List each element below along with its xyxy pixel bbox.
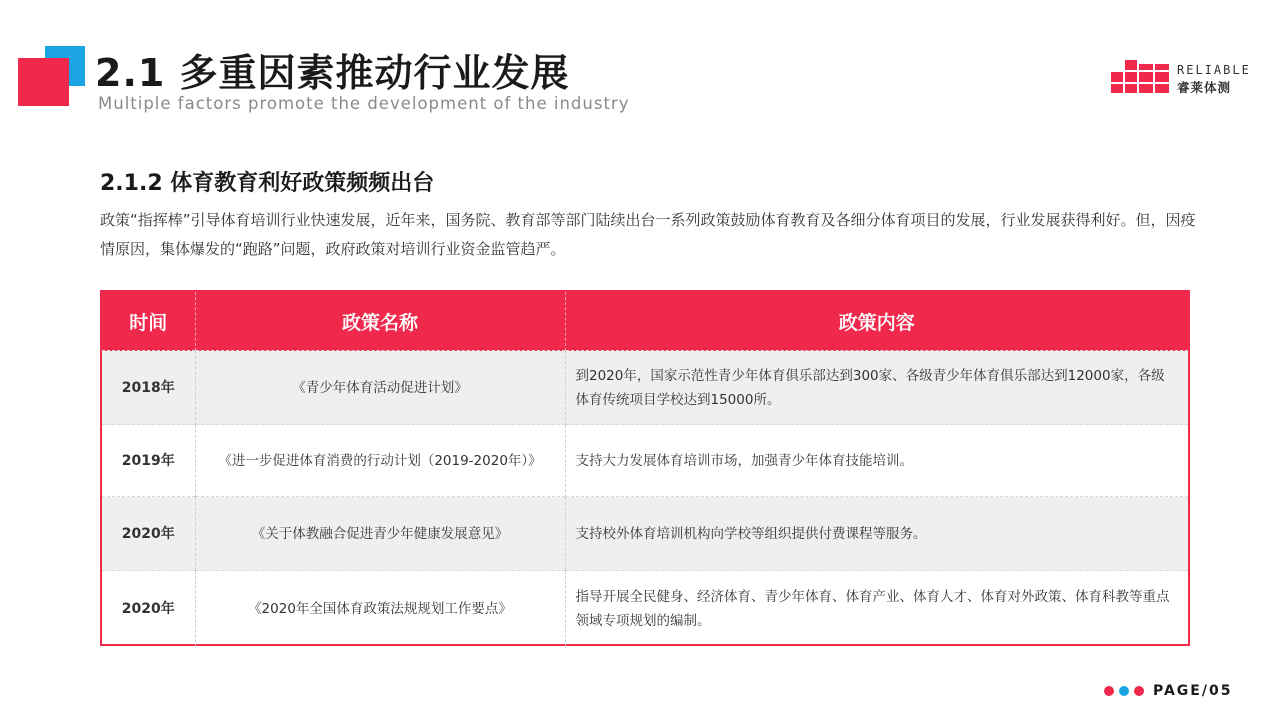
table-row [102,497,1188,571]
cell-policy-content: 支持校外体育培训机构向学校等组织提供付费课程等服务。 [565,497,1188,571]
decor-red-square [18,58,69,106]
cell-policy-content: 到2020年，国家示范性青少年体育俱乐部达到300家、各级青少年体育俱乐部达到12000家，各级体育传统项目学校达到15000所。 [565,351,1188,425]
policy-table [100,290,1190,646]
cell-policy-name: 《进一步促进体育消费的行动计划（2019-2020年）》 [195,425,565,497]
table-row [102,571,1188,647]
page-footer [1104,680,1232,700]
logo-text-cn: 睿莱体测 [1177,80,1232,95]
cell-policy-content: 指导开展全民健身、经济体育、青少年体育、体育产业、体育人才、体育对外政策、体育科教等重点领域专项规划的编制。 [565,571,1188,647]
column-header-policy-content: 政策内容 [565,292,1188,351]
cell-year: 2018年 [102,351,195,425]
table-header-row [102,292,1188,351]
section-title: 2.1.2 体育教育利好政策频频出台 [100,171,435,196]
dot-icon [1104,686,1114,696]
cell-policy-name: 《2020年全国体育政策法规规划工作要点》 [195,571,565,647]
page-number: PAGE/05 [1153,682,1233,699]
logo-text-en: RELIABLE [1177,63,1251,77]
logo-mark-icon [1111,60,1173,94]
column-header-time: 时间 [102,292,195,351]
cell-year: 2020年 [102,571,195,647]
dot-icon [1134,686,1144,696]
cell-year: 2019年 [102,425,195,497]
column-header-policy-name: 政策名称 [195,292,565,351]
brand-logo [1111,60,1261,96]
dot-icon [1119,686,1129,696]
table-row [102,351,1188,425]
section-intro: 政策“指挥棒”引导体育培训行业快速发展，近年来，国务院、教育部等部门陆续出台一系列政策鼓励体育教育及各细分体育项目的发展，行业发展获得利好。但，因疫情原因，集体爆发的“跑路”问题，政府政策对培训行业资金监管趋严。 [100,211,1196,258]
cell-policy-name: 《关于体教融合促进青少年健康发展意见》 [195,497,565,571]
cell-year: 2020年 [102,497,195,571]
cell-policy-name: 《青少年体育活动促进计划》 [195,351,565,425]
page-subtitle: Multiple factors promote the development of the industry [98,94,630,113]
cell-policy-content: 支持大力发展体育培训市场，加强青少年体育技能培训。 [565,425,1188,497]
table-row [102,425,1188,497]
page-title: 2.1 多重因素推动行业发展 [95,51,570,95]
